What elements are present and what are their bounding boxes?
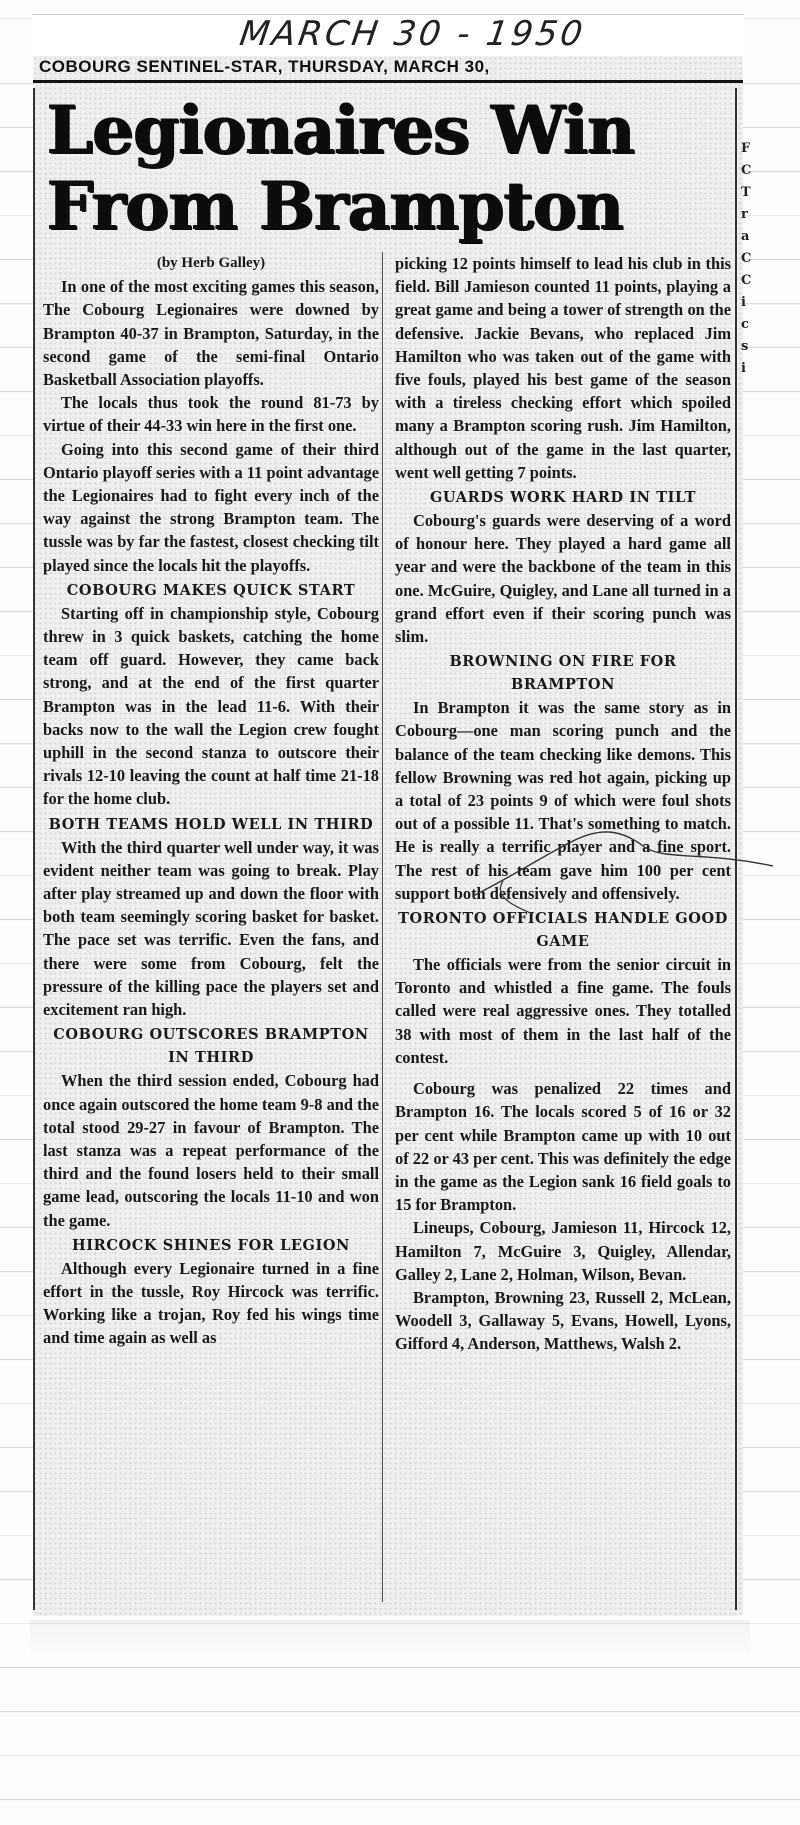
headline bbox=[47, 92, 687, 244]
paragraph: Brampton, Browning 23, Russell 2, McLean, Woodell 3, Gallaway 5, Evans, Howell, Lyons, Gifford 4, Anderson, Matthews, Walsh 2. bbox=[395, 1287, 731, 1354]
newspaper-clipping bbox=[33, 56, 752, 1616]
section-subhead: BROWNING ON FIRE FOR BRAMPTON bbox=[449, 653, 677, 694]
fragment-letter: F bbox=[741, 141, 751, 156]
paragraph: The officials were from the senior circuit in Toronto and whistled a fine game. The fouls called were real aggressive ones. They totalled 38 with most of them in the last half of the contest. bbox=[395, 955, 731, 1067]
handwritten-date: MARCH 30 - 1950 bbox=[237, 14, 588, 54]
masthead: COBOURG SENTINEL-STAR, THURSDAY, MARCH 30, bbox=[39, 57, 490, 76]
paragraph: When the third session ended, Cobourg had once again outscored the home team 9-8 and the total stood 29-27 in favour of Brampton. The last stanza was a repeat performance of the third and the found losers held to their small game lead, outscoring the locals 11-10 and won the game. bbox=[43, 1071, 379, 1230]
paragraph: In Brampton it was the same story as in Cobourg—one man scoring punch and the balance of the team checking like demons. This fellow Browning was red hot again, picking up a total of 23 points 9 of which were foul shots out of a possible 11. That's something to match. He is really a terrific player and a fine sport. The rest of his team gave him 100 per cent support both defensively and offensively. bbox=[395, 698, 731, 903]
article-column-left bbox=[43, 252, 379, 1350]
fragment-letter: i bbox=[741, 295, 746, 310]
section-subhead: TORONTO OFFICIALS HANDLE GOOD GAME bbox=[398, 910, 728, 951]
section-subhead: GUARDS WORK HARD IN TILT bbox=[429, 489, 697, 507]
clipping-shadow bbox=[30, 1620, 750, 1660]
fragment-letter: s bbox=[741, 339, 749, 354]
masthead-rule bbox=[33, 80, 743, 83]
paragraph: Cobourg's guards were deserving of a word of honour here. They played a hard game all year and were the backbone of the team in this one. McGuire, Quigley, and Lane all turned in a grand effort even if their scoring punch was slim. bbox=[395, 511, 731, 647]
article-column-right bbox=[395, 252, 731, 1356]
paragraph: With the third quarter well under way, it was evident neither team was going to break. Play after play streamed up and down the floor with both team seemingly scoring basket for basket. The pace set was terrific. Even the fans, and there were some from Cobourg, felt the pressure of the killing pace the players set and excitement ran high. bbox=[43, 837, 379, 1020]
section-subhead: BOTH TEAMS HOLD WELL IN THIRD bbox=[48, 815, 374, 833]
fragment-letter: a bbox=[741, 229, 750, 244]
paragraph: Although every Legionaire turned in a fine effort in the tussle, Roy Hircock was terrific. Working like a trojan, Roy fed his wings time and time again as well as bbox=[43, 1258, 379, 1348]
paragraph: The locals thus took the round 81-73 by virtue of their 44-33 win here in the first one. bbox=[43, 393, 379, 436]
paragraph: In one of the most exciting games this season, The Cobourg Legionaires were downed by Brampton 40-37 in Brampton, Saturday, in the second game of the semi-final Ontario Basketball Association playoffs. bbox=[43, 277, 379, 390]
paragraph: Starting off in championship style, Cobourg threw in 3 quick baskets, catching the home team off guard. However, they came back strong, and at the end of the first quarter Brampton was in the lead 11-6. With their backs now to the wall the Legion crew fought uphill in the second stanza to outscore their rivals 12-10 leaving the count at half time 21-18 for the home club. bbox=[43, 603, 379, 809]
paragraph: Lineups, Cobourg, Jamieson 11, Hircock 12, Hamilton 7, McGuire 3, Quigley, Allendar, Galley 2, Lane 2, Holman, Wilson, Bevan. bbox=[395, 1218, 731, 1284]
fragment-letter: i bbox=[741, 361, 746, 376]
fragment-letter: C bbox=[741, 251, 752, 266]
fragment-letter: r bbox=[741, 207, 748, 222]
byline: (by Herb Galley) bbox=[156, 255, 266, 271]
headline-line-1: Legionaires Win bbox=[47, 91, 635, 169]
column-divider bbox=[382, 252, 383, 1602]
section-subhead: HIRCOCK SHINES FOR LEGION bbox=[72, 1236, 350, 1254]
fragment-letter: C bbox=[741, 163, 752, 178]
section-subhead: COBOURG MAKES QUICK START bbox=[66, 581, 356, 599]
fragment-letter: T bbox=[741, 185, 751, 200]
fragment-letter: C bbox=[741, 273, 752, 288]
paragraph: Going into this second game of their third Ontario playoff series with a 11 point advantage the Legionaires had to fight every inch of the way against the strong Brampton team. The tussle was by far the fastest, closest checking tilt played since the locals hit the playoffs. bbox=[43, 439, 379, 575]
paragraph: Cobourg was penalized 22 times and Brampton 16. The locals scored 5 of 16 or 32 per cent while Brampton came up with 10 out of 22 or 43 per cent. This was definitely the edge in the game as the Legion sank 16 field goals to 15 for Brampton. bbox=[395, 1079, 731, 1215]
fragment-letter: c bbox=[741, 317, 749, 332]
adjacent-column-fragment bbox=[741, 138, 751, 380]
section-subhead: COBOURG OUTSCORES BRAMPTON IN THIRD bbox=[53, 1026, 369, 1067]
paragraph-continued: picking 12 points himself to lead his club in this field. Bill Jamieson counted 11 points, playing a great game and being a tower of strength on the defensive. Jackie Bevans, who replaced Jim Hamilton who was taken out of the game with five fouls, played his best game of the season with a tireless checking effort which spoiled many a Brampton scoring rush. Jim Hamilton, although out of the game in the last quarter, went well getting 7 points. bbox=[395, 254, 731, 482]
headline-line-2: From Brampton bbox=[47, 167, 624, 245]
